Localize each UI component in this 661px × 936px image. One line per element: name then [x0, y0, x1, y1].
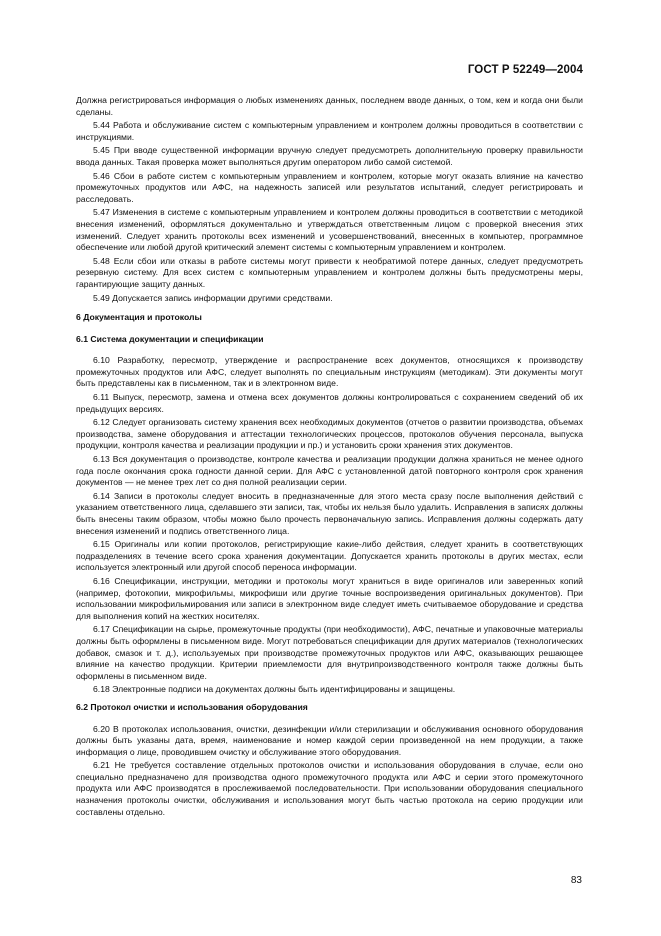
- paragraph-6-10: 6.10 Разработку, пересмотр, утверждение и распространение всех документов, относящихся к производству промежуточных продуктов или АФС, следует выполнять по специальным инструкциям (методикам). Эти документы могут быть представлены как в письменном, так и в электронном виде.: [76, 355, 583, 389]
- paragraph-6-15: 6.15 Оригиналы или копии протоколов, регистрирующие какие-либо действия, следует хранить в соответствующих подразделениях в течение всего срока хранения документации. Допускается хранить протоколы в других местах, если используется электронный или другой способ переноса информации.: [76, 539, 583, 573]
- section-heading-6: 6 Документация и протоколы: [76, 312, 202, 323]
- paragraph-6-16: 6.16 Спецификации, инструкции, методики и протоколы могут храниться в виде оригиналов или заверенных копий (например, фотокопии, микрофильмы, микрофиши или другие точные воспроизведения оригинальных документов). При использовании микрофильмирования или записи в электронном виде следует иметь считываемое оборудование и средства для выполнения копий на жестких носителях.: [76, 575, 583, 621]
- paragraph-5-45: 5.45 При вводе существенной информации вручную следует предусмотреть дополнительную проверку правильности ввода данных. Такая проверка может выполняться другим оператором либо самой системой.: [76, 145, 583, 167]
- paragraph-continuation: Должна регистрироваться информация о любых изменениях данных, последнем вводе данных, о том, кем и когда они были сделаны.: [76, 95, 583, 117]
- paragraph-6-21: 6.21 Не требуется составление отдельных протоколов очистки и использования оборудования в случае, если оно специально предназначено для производства одного промежуточного продукта или АФС и серии этого промежуточного продукта или АФС производятся в прослеживаемой последовательности. При использовании оборудования специального назначения протоколы очистки, обслуживания и использования могут быть частью протокола на серию продукции или составлены отдельно.: [76, 760, 583, 817]
- paragraph-6-20: 6.20 В протоколах использования, очистки, дезинфекции и/или стерилизации и обслуживания основного оборудования должны быть указаны дата, время, наименование и номер каждой серии произведенной на нем продукции, а также информация о лице, проводившем очистку и обслуживание этого оборудования.: [76, 723, 583, 757]
- standard-header: ГОСТ Р 52249—2004: [467, 64, 583, 76]
- paragraph-5-48: 5.48 Если сбои или отказы в работе системы могут привести к необратимой потере данных, следует предусмотреть резервную систему. Для всех систем с компьютерным управлением и контролем должны быть предусмотрены меры, гарантирующие защиту данных.: [76, 255, 583, 289]
- paragraph-5-46: 5.46 Сбои в работе систем с компьютерным управлением и контролем, которые могут оказать влияние на качество промежуточных продуктов или АФС, на надежность записей или результатов испытаний, следует регистрировать и расследовать.: [76, 170, 583, 204]
- paragraph-6-18: 6.18 Электронные подписи на документах должны быть идентифицированы и защищены.: [93, 684, 456, 695]
- paragraph-6-14: 6.14 Записи в протоколы следует вносить в предназначенные для этого места сразу после выполнения действий с указанием ответственного лица, сделавшего эти записи, так, чтобы их нельзя было удалить. Исправления в записях должны быть внесены таким образом, чтобы можно было прочесть первоначальную запись. Исправления должны содержать дату внесения изменений и подпись ответственного лица.: [76, 490, 583, 536]
- paragraph-6-13: 6.13 Вся документация о производстве, контроле качества и реализации продукции должна храниться не менее одного года после окончания срока годности данной серии. Для АФС с установленной датой повторного контроля срок хранения документов — не менее трех лет со дня полной реализации серии.: [76, 454, 583, 488]
- document-body: [76, 95, 583, 820]
- paragraph-6-17: 6.17 Спецификации на сырье, промежуточные продукты (при необходимости), АФС, печатные и упаковочные материалы должны быть оформлены в письменном виде. Могут потребоваться спецификации для других материалов (технологических добавок, смазок и т. д.), используемых при производстве промежуточных продуктов или АФС, оказывающих решающее влияние на качество продукции. Критерии приемлемости для внутрипроизводственного контроля также должны быть оформлены в письменном виде.: [76, 624, 583, 681]
- paragraph-5-44: 5.44 Работа и обслуживание систем с компьютерным управлением и контролем должны проводиться в соответствии с инструкциями.: [76, 120, 583, 142]
- subsection-heading-6-1: 6.1 Система документации и спецификации: [76, 333, 264, 344]
- subsection-heading-6-2: 6.2 Протокол очистки и использования оборудования: [76, 701, 308, 712]
- paragraph-6-12: 6.12 Следует организовать систему хранения всех необходимых документов (отчетов о развитии производства, объемах производства, замене оборудования и аттестации технологических процессов, протоколов обучения персонала, выпуска продукции, контроля качества и реализации продукции и пр.) и установить сроки хранения этих документов.: [76, 417, 583, 451]
- paragraph-6-11: 6.11 Выпуск, пересмотр, замена и отмена всех документов должны контролироваться с сохранением сведений об их предыдущих версиях.: [76, 392, 583, 414]
- page-number: 83: [570, 875, 582, 886]
- paragraph-5-47: 5.47 Изменения в системе с компьютерным управлением и контролем должны проводиться в соответствии с методикой внесения изменений, оформляться документально и утверждаться ответственным лицом с проверкой внесения этих изменений. Следует хранить протоколы всех изменений и усовершенствований, внесенных в компьютер, программное обеспечение или любой другой критический элемент системы с компьютерным управлением и контролем.: [76, 207, 583, 253]
- paragraph-5-49: 5.49 Допускается запись информации другими средствами.: [93, 292, 333, 303]
